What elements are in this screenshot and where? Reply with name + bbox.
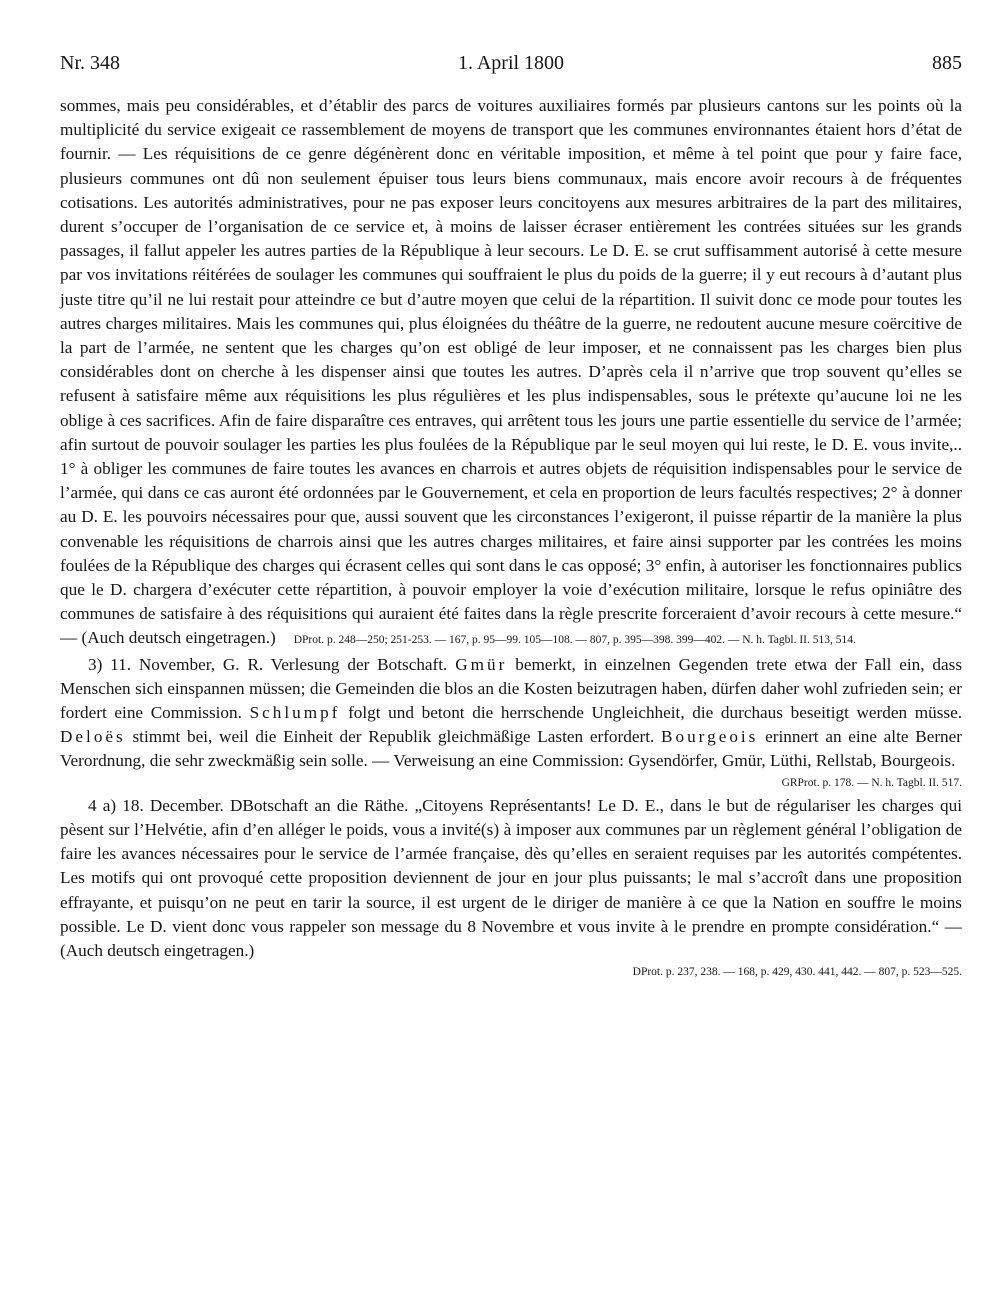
section-lead: 3) 11. November, G. R. Verlesung der Botschaft. <box>88 654 448 674</box>
document-number: Nr. 348 <box>60 52 120 74</box>
paragraph-text: sommes, mais peu considérables, et d’établir des parcs de voitures auxiliaires formés par plusieurs cantons sur les points où la multiplicité du service exigeait ce rassemblement de moyens de transport que les communes environnantes étaient hors d’état de fournir. — Les réquisitions de ce genre dégénèrent donc en véritable imposition, et même à tel point que pour y faire face, plusieurs communes ont dû non seulement épuiser tous leurs biens communaux, mais encore avoir recours à de fréquentes cotisations. Les autorités administratives, pour ne pas exposer leurs concitoyens aux mesures arbitraires de la part des militaires, durent s’occuper de l’organisation de ce service et, à moins de laisser écraser entièrement les contrées situées sur les grands passages, il fallut appeler les autres parties de la République à leur secours. Le D. E. se crut suffisamment autorisé à cette mesure par vos invitations réitérées de soulager les communes qui souffraient le plus du poids de la guerre; il y eut recours à d’autant plus juste titre qu’il ne lui restait pour atteindre ce but d’autre moyen que celui de la répartition. Il suivit donc ce mode pour toutes les autres charges militaires. Mais les communes qui, plus éloignées du théâtre de la guerre, ne redoutent aucune mesure coërcitive de la part de l’armée, ne sentent que les charges qu’on est obligé de leur imposer, et ne connaissent pas les charges bien plus considérables dont on cherche à les dispenser ainsi que toutes les autres. D’après cela il n’arrive que trop souvent qu’elles se refusent à satisfaire même aux réquisitions les plus régulières et les plus indispensables, sous le prétexte qu’aucune loi ne les oblige à ces sacrifices. Afin de faire disparaître ces entraves, qui arrêtent tous les jours une partie essentielle du service de l’armée; afin surtout de pouvoir soulager les parties les plus foulées de la République par le seul moyen qui lui reste, le D. E. vous invite,.. 1° à obliger les communes de faire toutes les avances en charrois et autres objets de réquisition indispensables pour le service de l’armée, qui dans ce cas auront été ordonnées par le Gouvernement, et cela en proportion de leurs facultés respectives; 2° à donner au D. E. les pouvoirs nécessaires pour que, aussi souvent que les circonstances l’exigeront, il puisse répartir de la manière la plus convenable les réquisitions de charrois ainsi que les autres charges militaires, et faire ainsi supporter par les contrées les moins foulées de la République des charges qui écrasent celles qui sont dans le cas opposé; 3° enfin, à autoriser les fonctionnaires publics que le D. chargera d’exécuter cette répartition, à pouvoir employer la voie d’exécution militaire, lorsque le refus opiniâtre des communes de satisfaire à des réquisitions qui auraient été faites dans la règle prescrite forceraient d’avoir recours à cette mesure.“ — (Auch deutsch eingetragen.) <box>60 96 962 648</box>
reference-note: DProt. p. 237, 238. — 168, p. 429, 430. 441, 442. — 807, p. 523—525. <box>632 966 962 979</box>
paragraph-continuation <box>60 94 962 653</box>
running-head <box>60 52 962 82</box>
paragraph-text: stimmt bei, weil die Einheit der Republik gleichmäßige Lasten erfordert. <box>132 727 655 747</box>
paragraph-text: bemerkt, in einzelnen Gegenden trete etwa der Fall ein, dass Menschen sich einspannen müssen; die Gemeinden die blos an die Kosten beizutragen haben, dürfen daher wohl zufrieden sein; er fordert eine Commission. <box>60 654 963 723</box>
speaker-name: Deloës <box>60 727 126 747</box>
paragraph-section-4a <box>60 794 962 963</box>
document-date: 1. April 1800 <box>457 52 565 74</box>
speaker-name: Schlumpf <box>249 703 341 723</box>
paragraph-text: folgt und betont die herrschende Ungleichheit, die durchaus beseitigt werden müsse. <box>348 703 963 723</box>
speaker-name: Bourgeois <box>661 727 759 747</box>
body-text <box>60 94 962 981</box>
paragraph-text: erinnert an eine alte Berner Verordnung, die sehr zweckmäßig sein solle. — Verweisung an eine Commission: Gysendörfer, Gmür, Lüthi, Rellstab, Bourgeois. <box>60 727 962 771</box>
page-number: 885 <box>932 52 962 74</box>
paragraph-text: 4 a) 18. December. DBotschaft an die Räthe. „Citoyens Représentants! Le D. E., dans le but de régulariser les charges qui pèsent sur l’Helvétie, afin d’en alléger le poids, vous a invité(s) à imposer aux communes par un règlement général l’obligation de faire les avances nécessaires pour le service de l’armée française, dès qu’elles en seraient requises par les autorités compétentes. Les motifs qui ont provoqué cette proposition deviennent de jour en jour plus puissants; le mal s’accroît dans une proposition effrayante, et puisqu’on ne peut en tarir la source, il est urgent de le diriger de manière à ce que la Nation en souffre le moins possible. Le D. vient donc vous rappeler son message du 8 Novembre et vous invite à le prendre en prompte considération.“ — (Auch deutsch eingetragen.) <box>60 795 962 960</box>
document-page <box>60 52 962 981</box>
reference-note: DProt. p. 248—250; 251-253. — 167, p. 95—99. 105—108. — 807, p. 395—398. 399—402. — N. h. Tagbl. II. 513, 514. <box>293 634 856 647</box>
speaker-name: Gmür <box>455 654 508 674</box>
reference-note: GRProt. p. 178. — N. h. Tagbl. II. 517. <box>781 776 962 789</box>
paragraph-section-3 <box>60 653 962 774</box>
